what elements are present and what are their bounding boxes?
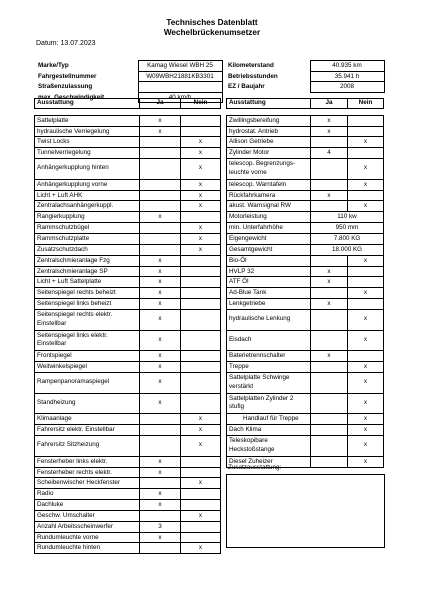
column-header-row	[227, 99, 384, 109]
feature-label: Tunnelverriegelung	[35, 148, 140, 159]
table-row	[35, 467, 221, 478]
nein-mark: x	[348, 159, 384, 180]
nein-mark: x	[181, 244, 221, 255]
summary-label: Straßenzulassung	[38, 83, 93, 90]
nein-mark	[348, 299, 384, 310]
feature-label: Klimaanlage	[35, 414, 140, 425]
nein-mark: x	[348, 255, 384, 266]
feature-label: Rangierkupplung	[35, 212, 140, 223]
table-row	[35, 500, 221, 511]
ja-mark: x	[140, 467, 181, 478]
ja-mark	[140, 244, 181, 255]
feature-label: Sattelplatten Zylinder 2 stufig	[227, 393, 311, 414]
ja-mark	[140, 148, 181, 159]
ja-mark: x	[140, 309, 181, 330]
feature-label: hydraulische Lenkung	[227, 309, 311, 330]
table-row	[35, 255, 221, 266]
feature-label: Sattelplatte	[35, 115, 140, 126]
table-row	[227, 309, 384, 330]
feature-label: Lenkgetriebe	[227, 299, 311, 310]
feature-label: Frontspiegel	[35, 351, 140, 362]
table-row	[35, 299, 221, 310]
feature-label: Seitenspiegel rechts beheizt	[35, 288, 140, 299]
table-row	[227, 266, 384, 277]
table-row	[35, 362, 221, 373]
summary-value: 2008	[310, 82, 384, 93]
column-header-feature: Ausstattung	[227, 99, 311, 109]
nein-mark: x	[348, 456, 384, 467]
nein-mark	[181, 500, 221, 511]
feature-label: Zentralachsanhängerkuppl.	[35, 201, 140, 212]
ja-mark	[311, 179, 348, 190]
table-row	[227, 201, 384, 212]
table-row	[227, 425, 384, 436]
feature-label: ATF Öl	[227, 277, 311, 288]
feature-label: Handlauf für Treppe	[227, 414, 311, 425]
ja-mark: x	[140, 489, 181, 500]
table-row	[227, 233, 384, 244]
nein-mark	[348, 351, 384, 362]
table-row	[35, 309, 221, 330]
nein-mark	[348, 190, 384, 201]
spacer	[227, 108, 384, 115]
table-row	[35, 330, 221, 351]
ja-mark	[311, 393, 348, 414]
nein-mark: x	[348, 372, 384, 393]
table-row	[227, 190, 384, 201]
ja-mark	[311, 456, 348, 467]
nein-mark: x	[181, 159, 221, 180]
summary-label: Kilometerstand	[228, 62, 274, 69]
table-row	[35, 159, 221, 180]
feature-label: Anhängerkupplung vorne	[35, 179, 140, 190]
ja-mark	[140, 137, 181, 148]
ja-mark	[140, 190, 181, 201]
table-row	[227, 212, 384, 223]
ja-mark: x	[311, 126, 348, 137]
feature-label: Dach Klima	[227, 425, 311, 436]
nein-mark: x	[348, 362, 384, 373]
feature-label: Seitenspiegel links elektr. Einstellbar	[35, 330, 140, 351]
feature-label: Treppe	[227, 362, 311, 373]
nein-mark	[181, 521, 221, 532]
table-row	[35, 425, 221, 436]
ja-mark: x	[311, 115, 348, 126]
summary-value: W09WBH21881KB3301	[138, 71, 222, 82]
feature-value: 110 kw	[311, 212, 384, 223]
table-row	[227, 137, 384, 148]
nein-mark	[181, 115, 221, 126]
feature-label: HVLP 32	[227, 266, 311, 277]
feature-label: Scheibenwischer Heckfenster	[35, 478, 140, 489]
zusatzausstattung-box	[226, 474, 385, 548]
nein-mark	[181, 288, 221, 299]
summary-value	[138, 82, 222, 93]
feature-label: Sattelplatte Schwinge verstärkt	[227, 372, 311, 393]
nein-mark	[181, 309, 221, 330]
feature-label: Zwillingsbereifung	[227, 115, 311, 126]
feature-label: Zentralschmieranlage Fzg	[35, 255, 140, 266]
ja-mark: x	[140, 532, 181, 543]
ja-mark	[311, 309, 348, 330]
table-row	[35, 190, 221, 201]
nein-mark: x	[348, 330, 384, 351]
ja-mark: x	[140, 500, 181, 511]
summary-value: 35.941 h	[310, 71, 384, 82]
feature-label: Licht + Luft AHK	[35, 190, 140, 201]
feature-label: Fahrersitz elektr. Einstellbar	[35, 425, 140, 436]
table-row	[227, 223, 384, 234]
feature-label: Ad-Blue Tank	[227, 288, 311, 299]
feature-label: Gesamtgewicht	[227, 244, 311, 255]
ja-mark	[140, 159, 181, 180]
table-row	[227, 255, 384, 266]
nein-mark	[181, 126, 221, 137]
column-header-row	[35, 99, 221, 109]
nein-mark	[348, 115, 384, 126]
feature-label: Teleskopibare Heckstoßstange	[227, 436, 311, 457]
ja-mark	[311, 436, 348, 457]
table-row	[227, 330, 384, 351]
table-row	[35, 456, 221, 467]
ja-mark: 4	[311, 148, 348, 159]
ja-mark: x	[311, 277, 348, 288]
table-row	[35, 212, 221, 223]
feature-label: Fensterheber rechts elektr.	[35, 467, 140, 478]
summary-value: 40.935 km	[310, 61, 384, 72]
ja-mark: x	[140, 288, 181, 299]
table-row	[35, 148, 221, 159]
zusatzausstattung-label: Zusatzausstattung:	[228, 464, 282, 471]
ja-mark: x	[140, 372, 181, 393]
page-title: Technisches Datenblatt	[166, 18, 258, 27]
nein-mark	[181, 255, 221, 266]
document-date: Datum: 13.07.2023	[36, 40, 96, 47]
ja-mark	[311, 414, 348, 425]
table-row	[35, 244, 221, 255]
nein-mark: x	[181, 179, 221, 190]
spacer	[35, 108, 221, 115]
feature-label: Seitenspiegel links beheizt	[35, 299, 140, 310]
ja-mark	[311, 201, 348, 212]
ja-mark: x	[140, 456, 181, 467]
ja-mark	[311, 288, 348, 299]
table-row	[35, 126, 221, 137]
nein-mark: x	[181, 436, 221, 457]
table-row	[35, 532, 221, 543]
feature-label: Fahrersitz Sitzheizung	[35, 436, 140, 457]
table-row	[35, 266, 221, 277]
table-row	[227, 414, 384, 425]
summary-label: Marke/Typ	[38, 62, 69, 69]
table-row	[35, 233, 221, 244]
feature-label: Allison Getriebe	[227, 137, 311, 148]
feature-label: Rundumleuchte hinten	[35, 543, 140, 554]
summary-row	[36, 61, 222, 72]
nein-mark: x	[181, 148, 221, 159]
feature-label: Radio	[35, 489, 140, 500]
table-row	[35, 351, 221, 362]
ja-mark: x	[140, 266, 181, 277]
feature-label: telescop. Warntafeln	[227, 179, 311, 190]
nein-mark: x	[181, 425, 221, 436]
feature-label: Zentralschmieranlage SP	[35, 266, 140, 277]
table-row	[227, 244, 384, 255]
feature-value: 7.800 KG	[311, 233, 384, 244]
ja-mark	[140, 414, 181, 425]
ja-mark	[140, 223, 181, 234]
summary-label: Betriebsstunden	[228, 72, 278, 80]
table-row	[227, 362, 384, 373]
ja-mark	[140, 436, 181, 457]
table-row	[35, 489, 221, 500]
ja-mark: x	[140, 277, 181, 288]
table-row	[35, 277, 221, 288]
table-row	[35, 436, 221, 457]
nein-mark: x	[348, 393, 384, 414]
ja-mark: x	[311, 299, 348, 310]
table-row	[35, 478, 221, 489]
feature-label: Motorleistung	[227, 212, 311, 223]
ja-mark: x	[140, 115, 181, 126]
ja-mark	[311, 372, 348, 393]
feature-label: telescop. Begrenzungs-leuchte vorne	[227, 159, 311, 180]
column-header-nein: Nein	[181, 99, 221, 109]
table-row	[227, 126, 384, 137]
nein-mark: x	[181, 223, 221, 234]
nein-mark: x	[181, 201, 221, 212]
column-header-ja: Ja	[311, 99, 348, 109]
summary-left-table	[36, 60, 223, 103]
feature-label: min. Unterfahrhöhe	[227, 223, 311, 234]
nein-mark	[181, 489, 221, 500]
feature-label: Twist Locks	[35, 137, 140, 148]
column-header-nein: Nein	[348, 99, 384, 109]
nein-mark	[181, 532, 221, 543]
feature-label: Fensterheber links elektr.	[35, 456, 140, 467]
nein-mark: x	[348, 425, 384, 436]
nein-mark: x	[348, 288, 384, 299]
ja-mark: x	[140, 299, 181, 310]
summary-label: EZ / Baujahr	[228, 83, 265, 90]
ja-mark	[311, 330, 348, 351]
nein-mark: x	[181, 414, 221, 425]
ja-mark: x	[311, 190, 348, 201]
table-row	[35, 521, 221, 532]
feature-label: Weitwinkelspiegel	[35, 362, 140, 373]
nein-mark: x	[348, 436, 384, 457]
ja-mark	[140, 179, 181, 190]
table-row	[35, 115, 221, 126]
nein-mark: x	[348, 201, 384, 212]
feature-label: Licht + Luft Sattelplatte	[35, 277, 140, 288]
ja-mark	[311, 425, 348, 436]
table-row	[227, 179, 384, 190]
ja-mark	[140, 478, 181, 489]
feature-label: Rundumleuchte vorne	[35, 532, 140, 543]
equipment-table-right	[226, 98, 384, 468]
feature-label: Zusatzschutzdach	[35, 244, 140, 255]
ja-mark: x	[311, 266, 348, 277]
summary-row	[226, 82, 384, 93]
nein-mark: x	[348, 137, 384, 148]
ja-mark	[140, 201, 181, 212]
nein-mark	[181, 362, 221, 373]
feature-label: Standheizung	[35, 393, 140, 414]
feature-label: Diesel Zuheizer	[227, 456, 311, 467]
nein-mark: x	[181, 478, 221, 489]
summary-row	[36, 82, 222, 93]
summary-label: Fahrgestellnummer	[38, 72, 97, 80]
feature-label: Bio-Öl	[227, 255, 311, 266]
ja-mark	[140, 510, 181, 521]
nein-mark	[181, 299, 221, 310]
nein-mark: x	[181, 510, 221, 521]
feature-value: 950 mm	[311, 223, 384, 234]
table-row	[35, 543, 221, 554]
nein-mark	[181, 372, 221, 393]
table-row	[35, 223, 221, 234]
nein-mark: x	[181, 233, 221, 244]
table-row	[227, 159, 384, 180]
ja-mark: 3	[140, 521, 181, 532]
ja-mark: x	[140, 362, 181, 373]
nein-mark	[348, 277, 384, 288]
feature-value: 18.000 KG	[311, 244, 384, 255]
summary-row	[36, 71, 222, 82]
column-header-feature: Ausstattung	[35, 99, 140, 109]
feature-label: Rammschutzbügel	[35, 223, 140, 234]
feature-label: Anzahl Arbeitsscheinwerfer	[35, 521, 140, 532]
table-row	[227, 393, 384, 414]
ja-mark: x	[140, 393, 181, 414]
nein-mark: x	[348, 179, 384, 190]
feature-label: Baterietrennschalter	[227, 351, 311, 362]
page-subtitle: Wechelbrückenumsetzer	[163, 28, 261, 37]
feature-label: Anhängerkupplung hinten	[35, 159, 140, 180]
nein-mark	[181, 212, 221, 223]
nein-mark: x	[181, 190, 221, 201]
table-row	[35, 288, 221, 299]
table-row	[35, 179, 221, 190]
table-row	[227, 148, 384, 159]
nein-mark	[181, 266, 221, 277]
feature-label: Eigengewicht	[227, 233, 311, 244]
table-row	[227, 372, 384, 393]
equipment-table-left	[34, 98, 221, 554]
nein-mark	[181, 277, 221, 288]
nein-mark	[181, 351, 221, 362]
ja-mark	[311, 255, 348, 266]
summary-value: 40 km/h	[138, 92, 222, 103]
nein-mark	[348, 266, 384, 277]
column-header-ja: Ja	[140, 99, 181, 109]
feature-label: Zylinder Motor	[227, 148, 311, 159]
table-row	[227, 288, 384, 299]
nein-mark: x	[181, 543, 221, 554]
summary-value: Kamag Wiesel WBH 25	[138, 61, 222, 72]
nein-mark	[181, 467, 221, 478]
table-row	[35, 201, 221, 212]
feature-label: Rammschutzplatte	[35, 233, 140, 244]
ja-mark: x	[140, 330, 181, 351]
ja-mark	[140, 425, 181, 436]
nein-mark: x	[181, 137, 221, 148]
ja-mark	[140, 233, 181, 244]
feature-label: hydrostat. Antrieb	[227, 126, 311, 137]
nein-mark	[348, 126, 384, 137]
feature-label: Rückfahrkamera	[227, 190, 311, 201]
summary-row	[226, 71, 384, 82]
feature-label: hydraulische Verriegelung	[35, 126, 140, 137]
nein-mark: x	[348, 309, 384, 330]
nein-mark	[181, 393, 221, 414]
ja-mark: x	[311, 351, 348, 362]
feature-label: Geschw. Umschalter	[35, 510, 140, 521]
ja-mark	[140, 543, 181, 554]
table-row	[35, 137, 221, 148]
feature-label: Seitenspiegel rechts elektr. Einstellbar	[35, 309, 140, 330]
ja-mark: x	[140, 212, 181, 223]
nein-mark	[181, 456, 221, 467]
table-row	[35, 372, 221, 393]
ja-mark	[311, 362, 348, 373]
ja-mark	[311, 159, 348, 180]
feature-label: Eisdach	[227, 330, 311, 351]
ja-mark: x	[140, 126, 181, 137]
table-row	[227, 351, 384, 362]
ja-mark	[311, 137, 348, 148]
ja-mark: x	[140, 351, 181, 362]
nein-mark	[348, 148, 384, 159]
nein-mark: x	[348, 414, 384, 425]
summary-row	[226, 61, 384, 72]
table-row	[227, 277, 384, 288]
table-row	[227, 299, 384, 310]
table-row	[227, 115, 384, 126]
feature-label: Dachluke	[35, 500, 140, 511]
table-row	[35, 510, 221, 521]
summary-label: max. Geschwindigkeit	[38, 93, 105, 101]
table-row	[35, 414, 221, 425]
table-row	[35, 393, 221, 414]
feature-label: Rampenpanoramaspiegel	[35, 372, 140, 393]
table-row	[227, 436, 384, 457]
nein-mark	[181, 330, 221, 351]
ja-mark: x	[140, 255, 181, 266]
feature-label: akust. Warnsignal RW	[227, 201, 311, 212]
summary-right-table	[226, 60, 385, 93]
